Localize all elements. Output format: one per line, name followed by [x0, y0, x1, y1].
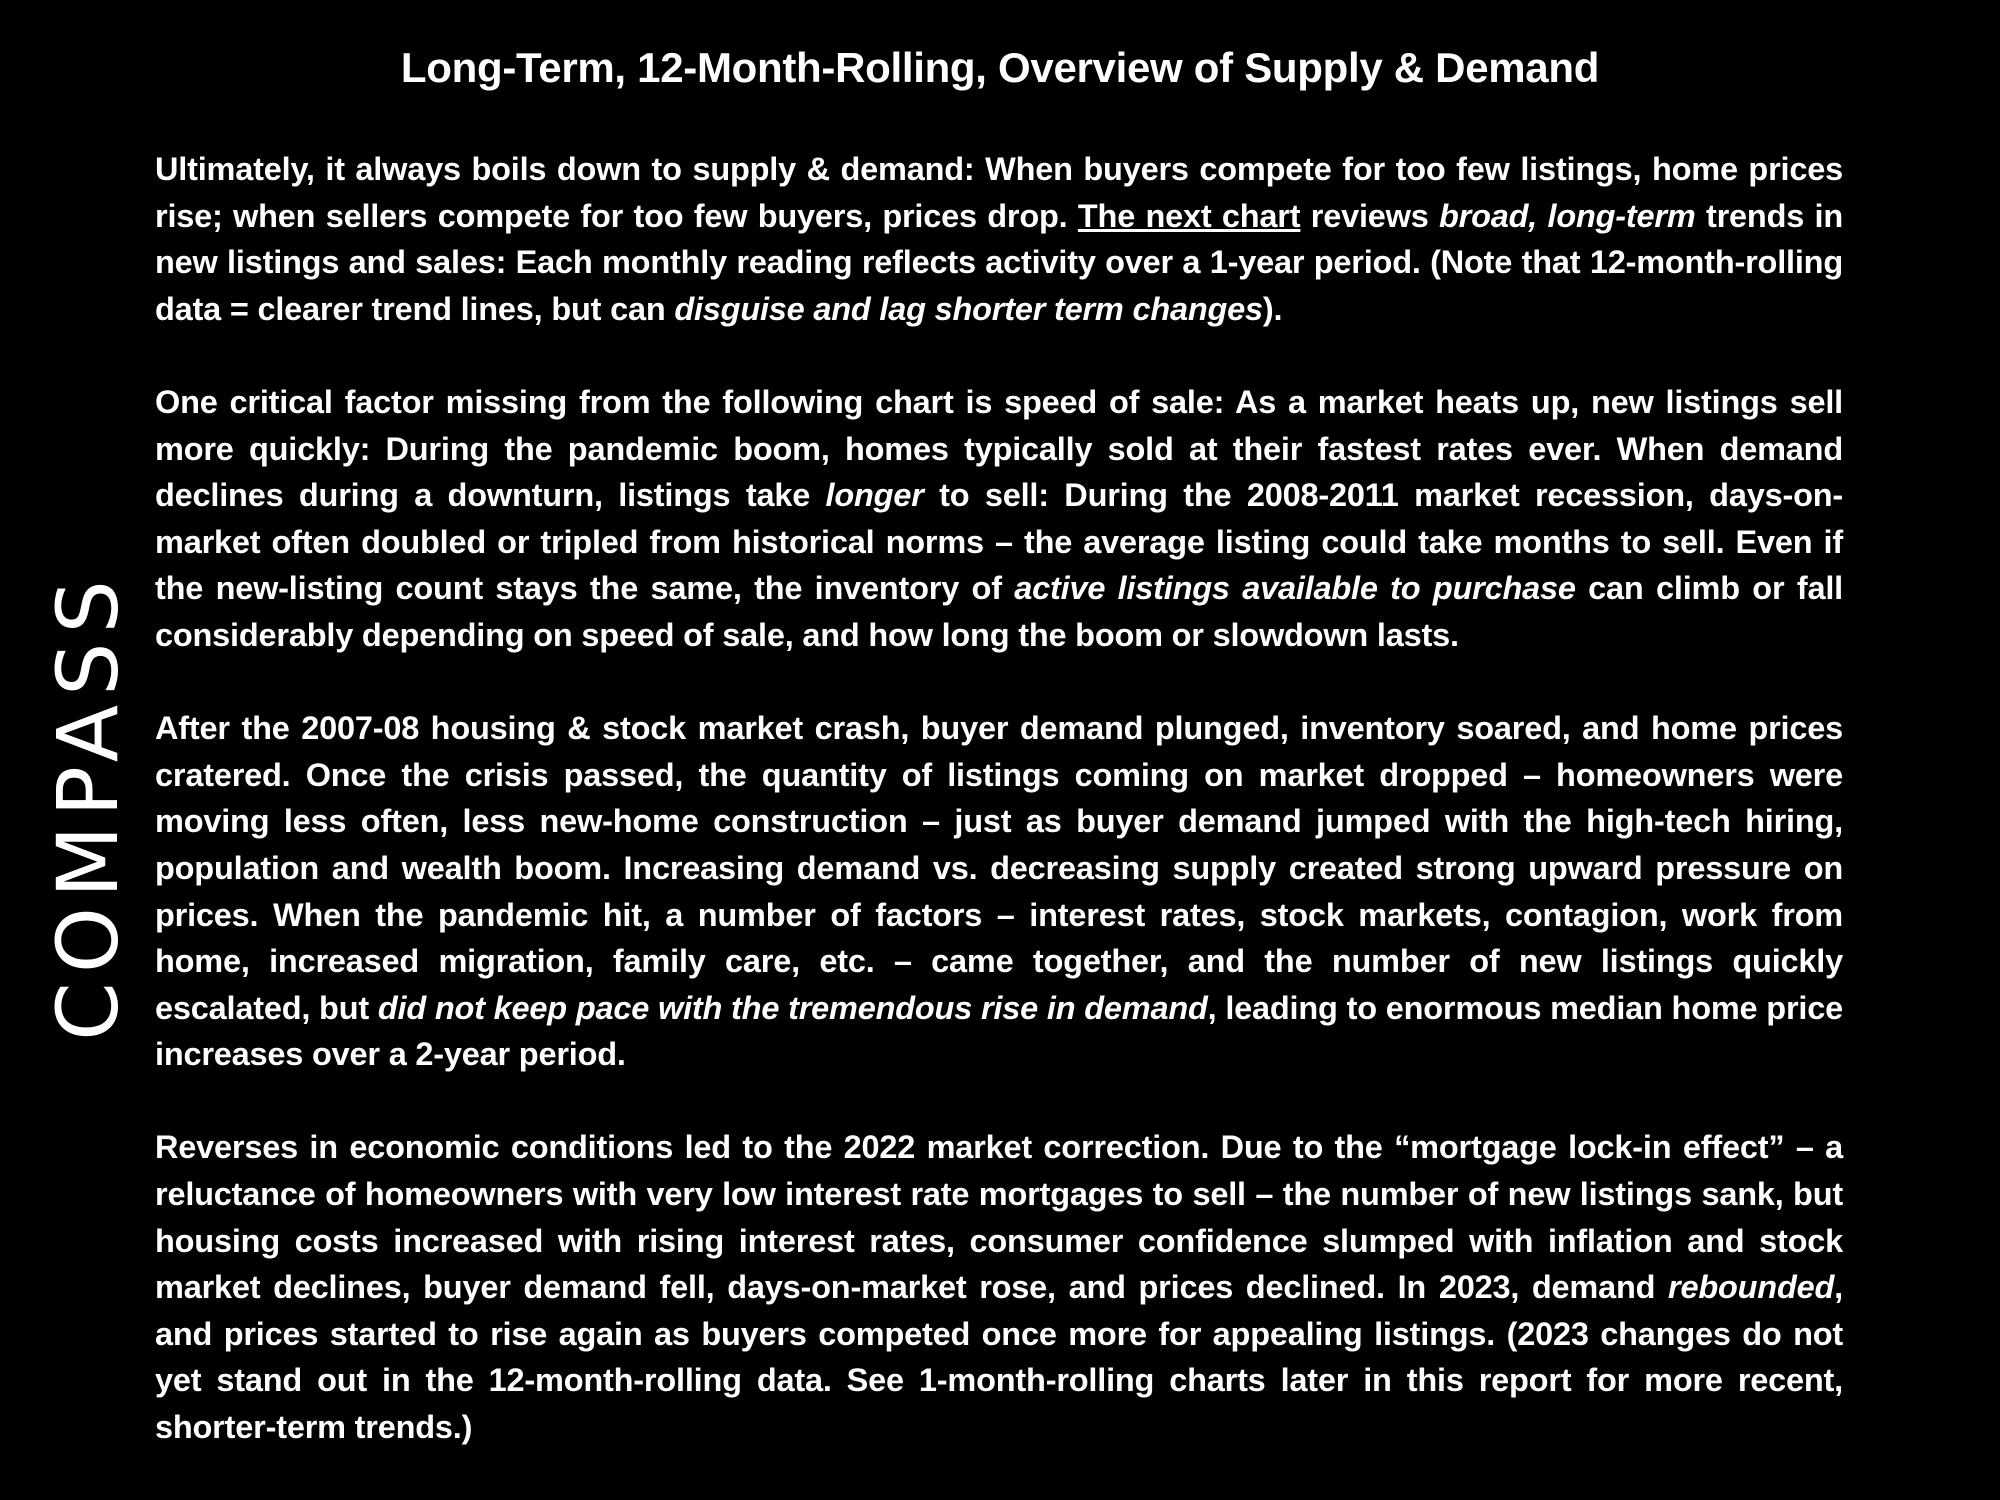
p3-text-1: After the 2007-08 housing & stock market crash, buyer demand plunged, inventory soared, and home prices cratered. Once the crisis passed, the quantity of listings coming on market dropped – homeowners were moving less often, less new-home construction – just as buyer demand jumped with the high-tech hiring, population and wealth boom. Increasing demand vs. decreasing supply created strong upward pressure on prices. When the pandemic hit, a number of factors – interest rates, stock markets, contagion, work from home, increased migration, family care, etc. – came together, and the number of new listings quickly escalated, but [155, 710, 1843, 1026]
p1-italic-1: broad, long-term [1439, 197, 1696, 234]
body-text [155, 146, 1843, 1451]
next-chart-reference: The next chart [1077, 197, 1301, 234]
p2-italic-2: active listings available to purchase [1014, 570, 1576, 607]
p2-text-3: can climb or fall considerably depending on speed of sale, and how long the boom or slowdown lasts. [155, 570, 1843, 653]
p4-italic-1: rebounded [1668, 1269, 1835, 1306]
p1-text-1: Ultimately, it always boils down to supply & demand: When buyers compete for too few listings, home prices rise; when sellers compete for too few buyers, prices drop. [155, 151, 1843, 234]
p1-text-2: reviews [1300, 197, 1440, 234]
paragraph-2022-correction [155, 1124, 1843, 1450]
p1-italic-2: disguise and lag shorter term changes [674, 290, 1263, 327]
paragraph-market-history [155, 705, 1843, 1078]
compass-logo: COMPASS [39, 571, 137, 1041]
p1-text-3: trends in new listings and sales: Each monthly reading reflects activity over a 1-year period. (Note that 12-month-rolling data = clearer trend lines, but can [155, 197, 1843, 327]
paragraph-supply-demand [155, 146, 1843, 332]
p4-text-2: , and prices started to rise again as buyers competed once more for appealing listings. (2023 changes do not yet stand out in the 12-month-rolling data. See 1-month-rolling charts later in this report for more recent, shorter-term trends.) [155, 1269, 1843, 1446]
paragraph-speed-of-sale [155, 379, 1843, 659]
p2-text-2: to sell: During the 2008-2011 market recession, days-on-market often doubled or tripled from historical norms – the average listing could take months to sell. Even if the new-listing count stays the same, the inventory of [155, 477, 1844, 607]
p2-text-1: One critical factor missing from the following chart is speed of sale: As a market heats up, new listings sell more quickly: During the pandemic boom, homes typically sold at their fastest rates ever. When demand declines during a downturn, listings take [155, 383, 1843, 514]
p3-text-2: , leading to enormous median home price increases over a 2-year period. [155, 989, 1843, 1073]
p2-italic-1: longer [825, 477, 924, 514]
p4-text-1: Reverses in economic conditions led to the 2022 market correction. Due to the “mortgage lock-in effect” – a reluctance of homeowners with very low interest rate mortgages to sell – the number of new listings sank, but housing costs increased with rising interest rates, consumer confidence slumped with inflation and stock market declines, buyer demand fell, days-on-market rose, and prices declined. In 2023, demand [155, 1129, 1843, 1306]
p3-italic-1: did not keep pace with the tremendous rise in demand [377, 989, 1208, 1026]
page-title: Long-Term, 12-Month-Rolling, Overview of Supply & Demand [400, 44, 1600, 91]
p1-text-4: ). [1262, 290, 1283, 327]
